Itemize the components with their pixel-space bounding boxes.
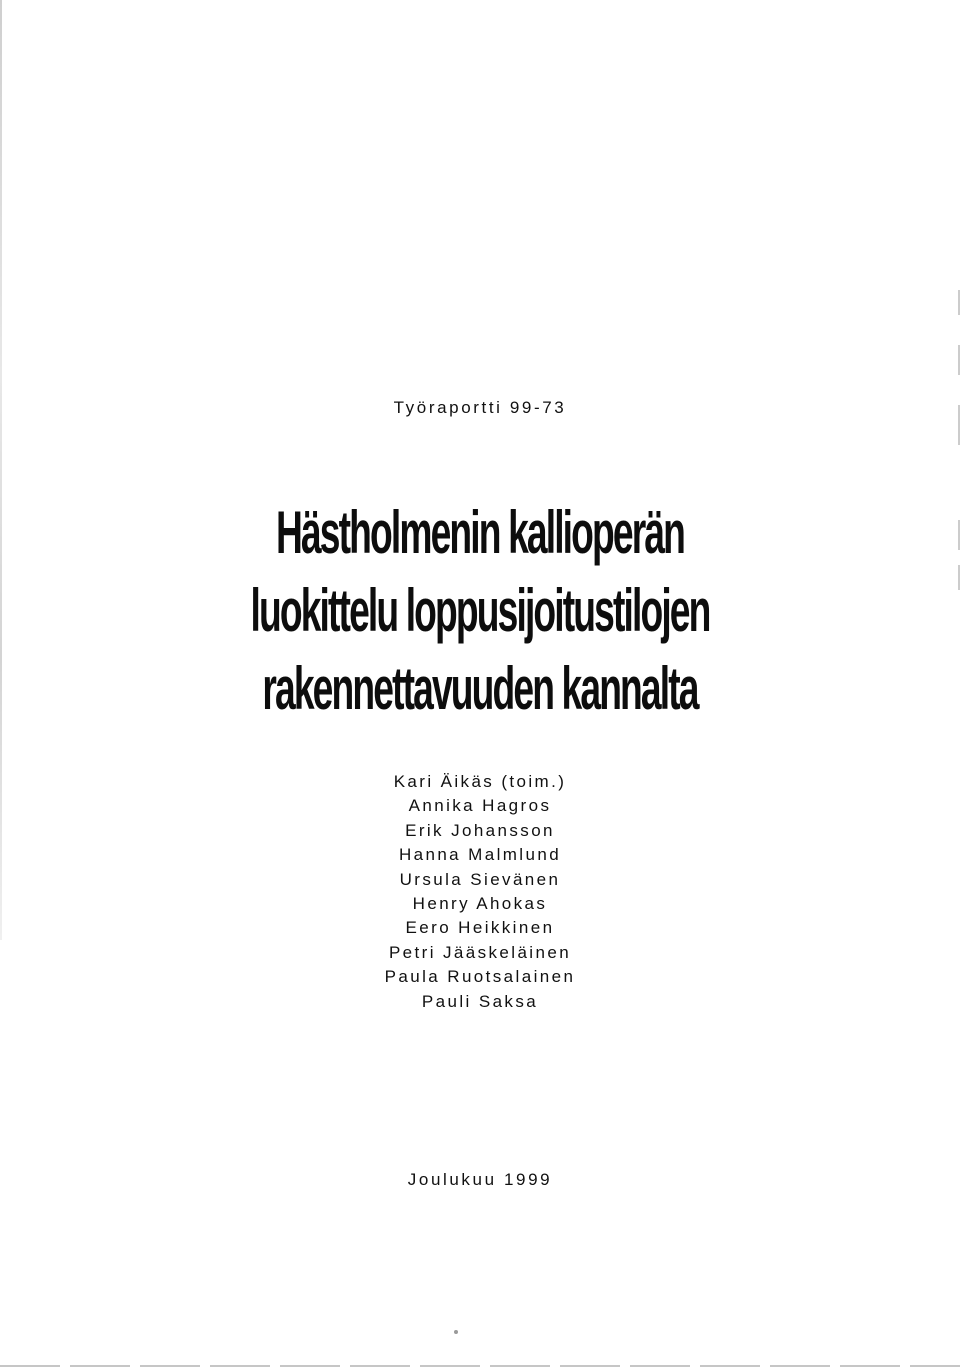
publication-date: Joulukuu 1999 xyxy=(407,1170,553,1189)
title-line: luokittelu loppusijoitustilojen xyxy=(250,577,710,644)
author-name: Henry Ahokas xyxy=(412,894,548,914)
author-name: Kari Äikäs (toim.) xyxy=(393,772,567,791)
report-number: Työraportti 99-73 xyxy=(393,398,567,417)
author-name: Pauli Saksa xyxy=(421,991,539,1011)
author-name: Petri Jääskeläinen xyxy=(388,942,572,962)
scan-speck xyxy=(454,1330,458,1334)
author-name: Paula Ruotsalainen xyxy=(384,967,576,987)
title-line: rakennettavuuden kannalta xyxy=(262,655,698,722)
document-title xyxy=(0,494,960,728)
author-name: Erik Johansson xyxy=(405,820,555,840)
author-name: Annika Hagros xyxy=(408,796,552,816)
title-line: Hästholmenin kallioperän xyxy=(275,499,685,566)
author-name: Eero Heikkinen xyxy=(405,918,555,938)
author-name: Hanna Malmlund xyxy=(398,845,562,865)
author-list xyxy=(0,770,960,1014)
author-name: Ursula Sievänen xyxy=(399,869,561,889)
scan-edge-bottom xyxy=(0,1365,960,1367)
